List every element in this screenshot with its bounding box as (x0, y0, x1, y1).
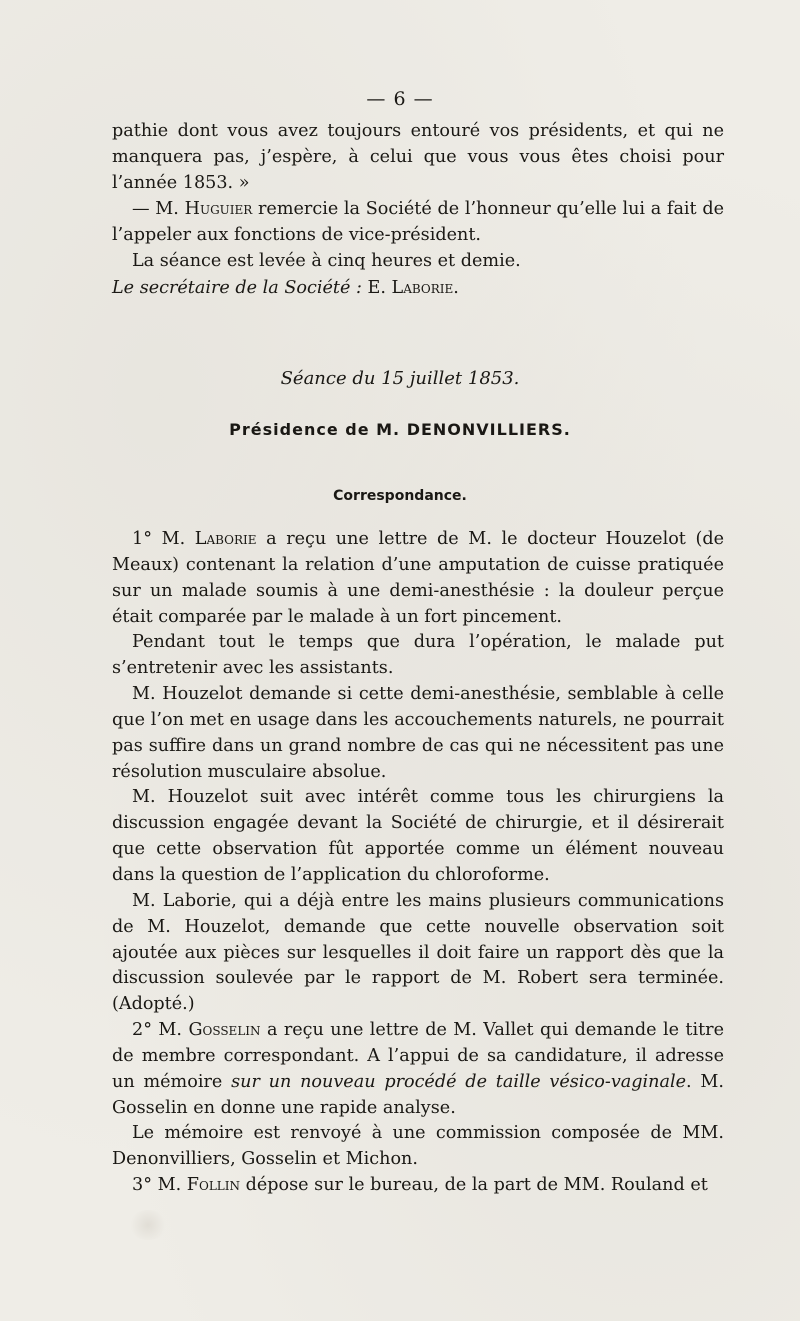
text-run: . M. Gosselin en donne une rapide analyse. (112, 1071, 724, 1118)
person-name: Huguier (184, 199, 253, 220)
paragraph (112, 527, 724, 630)
paragraph: pathie dont vous avez toujours entouré vos présidents, et qui ne manquera pas, j’espère, à celui que vous vous êtes choisi pour l’année 1853. » (112, 121, 724, 194)
main-text-block (112, 527, 724, 1199)
text-run: remercie la Société de l’honneur qu’elle lui a fait de l’appeler aux fonctions de vice-président. (112, 199, 725, 246)
signature-label: Le secrétaire de la Société : (112, 277, 368, 298)
item-number: 1° M. (132, 529, 195, 549)
text-run: a reçu une lettre de M. le docteur Houzelot (de Meaux) contenant la relation d’une amputation de cuisse pratiquée sur un malade soumis à une demi-anesthésie : la douleur perçue était comparée par le malade à un fort pincement. (112, 529, 724, 627)
memoir-title: sur un nouveau procédé de taille vésico-vaginale (231, 1071, 686, 1092)
paragraph: M. Houzelot demande si cette demi-anesthésie, semblable à celle que l’on met en usage dans les accouchements naturels, ne pourrait pas suffire dans un grand nombre de cas qui ne nécessitent pas une résolution musculaire absolue. (112, 684, 724, 782)
signature-line (112, 275, 724, 301)
paper-stain (128, 1210, 168, 1240)
top-text-block (112, 118, 724, 301)
paragraph: Pendant tout le temps que dura l’opération, le malade put s’entretenir avec les assistants. (112, 632, 724, 679)
item-number: 2° M. (132, 1020, 189, 1041)
paragraph: La séance est levée à cinq heures et demie. (132, 251, 521, 272)
person-name: Follin (186, 1175, 241, 1196)
text-run: — M. (132, 199, 185, 220)
paragraph: M. Laborie, qui a déjà entre les mains plusieurs communications de M. Houzelot, demande que cette nouvelle observation soit ajoutée aux pièces sur lesquelles il doit faire un rapport dès que la discussion soulevée par le rapport de M. Robert sera terminée. (Adopté.) (112, 890, 724, 1015)
signature-name: E. Laborie. (367, 277, 459, 298)
person-name: Gosselin (188, 1020, 261, 1041)
presidence-heading: Présidence de M. DENONVILLIERS. (229, 420, 571, 439)
item-number: 3° M. (132, 1175, 187, 1196)
paragraph (112, 1018, 724, 1121)
paragraph (112, 1173, 724, 1199)
paragraph: M. Houzelot suit avec intérêt comme tous les chirurgiens la discussion engagée devant la Société de chirurgie, et il désirerait que cette observation fût apportée comme un élément nouveau dans la question de l’application du chloroforme. (112, 787, 724, 885)
text-run: a reçu une lettre de M. Vallet qui demande le titre de membre correspondant. A l’appui de sa candidature, il adresse un mémoire (112, 1020, 724, 1092)
person-name: Laborie (194, 529, 257, 549)
seance-heading: Séance du 15 juillet 1853. (280, 368, 520, 389)
text-run: dépose sur le bureau, de la part de MM. Rouland et (240, 1175, 708, 1196)
paragraph (112, 196, 724, 248)
page-number: — 6 — (366, 88, 434, 110)
paragraph: Le mémoire est renvoyé à une commission composée de MM. Denonvilliers, Gosselin et Michon. (112, 1123, 724, 1170)
correspondance-heading: Correspondance. (333, 488, 467, 504)
